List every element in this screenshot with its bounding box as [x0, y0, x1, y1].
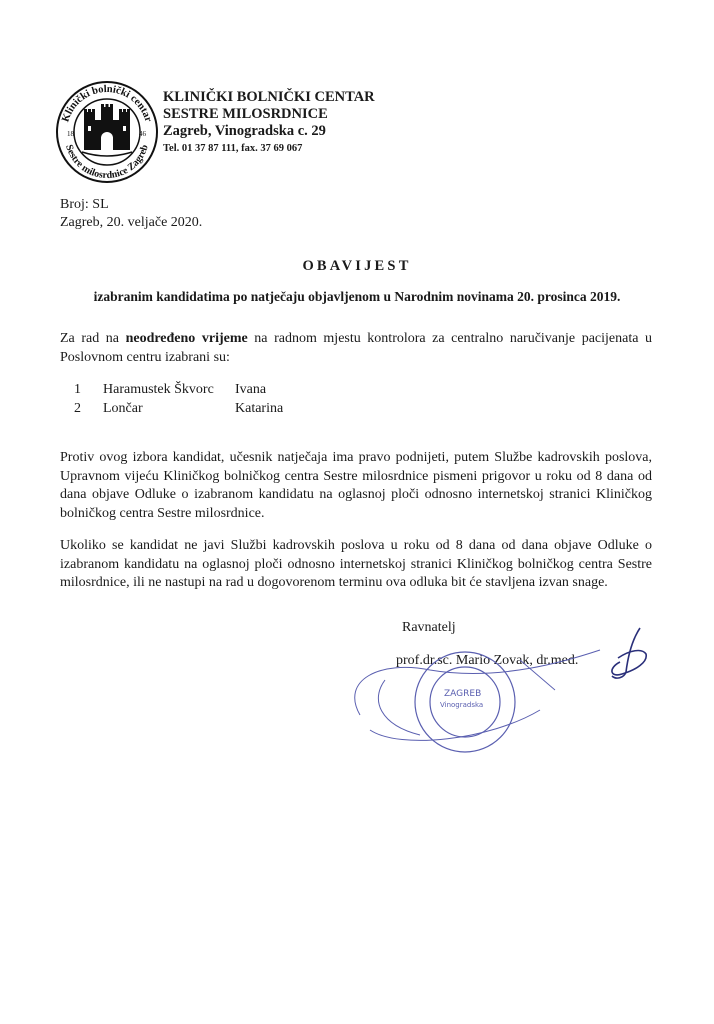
signatory-role: Ravnatelj — [402, 620, 456, 635]
logo-ring-bottom-text: Sestre milosrdnice Zagreb — [63, 143, 151, 182]
signatory-name: prof.dr.sc. Mario Zovak, dr.med. — [396, 653, 579, 668]
document-date: Zagreb, 20. veljače 2020. — [60, 215, 203, 230]
intro-before: Za rad na — [60, 331, 126, 346]
official-stamp — [340, 620, 670, 760]
intro-paragraph — [60, 330, 652, 367]
hospital-logo — [55, 80, 159, 184]
logo-year-left: 18 — [67, 130, 74, 138]
candidate-name: Ivana — [235, 382, 267, 397]
candidate-name: Katarina — [235, 400, 284, 416]
document-title: OBAVIJEST — [302, 258, 412, 274]
handwritten-signature — [612, 628, 646, 678]
document-subtitle: izabranim kandidatima po natječaju objavljenom u Narodnim novinama 20. prosinca 2019. — [93, 289, 621, 304]
objection-paragraph: Protiv ovog izbora kandidat, učesnik natječaja ima pravo podnijeti, putem Službe kadrovskih poslova, Upravnom vijeću Kliničkog bolničkog centra Sestre milosrdnice pismeni prigovor u roku od 8 dana od dana objave Odluke o izabranom kandidatu na oglasnoj ploči odnosno internetskoj stranici Kliničkog bolničkog centra Sestre milosrdnice. — [60, 450, 652, 521]
intro-after: na radnom mjestu kontrolora za centralno naručivanje pacijenata u Poslovnom centru izabrani su: — [60, 331, 652, 365]
candidate-surname: Lončar — [103, 400, 143, 416]
reference-number: Broj: SL — [60, 197, 109, 212]
list-item — [60, 400, 283, 419]
candidate-surname: Haramustek Škvorc — [103, 382, 214, 397]
org-name-line1: KLINIČKI BOLNIČKI CENTAR — [163, 89, 375, 105]
stamp-text-city: ZAGREB — [444, 689, 482, 699]
stamp-text-street: Vinogradska — [440, 701, 484, 709]
intro-bold: neodređeno vrijeme — [125, 331, 248, 346]
document-meta — [60, 196, 202, 232]
letterhead — [163, 89, 375, 155]
candidate-list — [60, 381, 283, 418]
org-phone: Tel. 01 37 87 111, fax. 37 69 067 — [163, 143, 303, 154]
org-name-line2: SESTRE MILOSRDNICE — [163, 106, 328, 122]
logo-ring-top-text: Klinički bolnički centar — [60, 83, 154, 124]
list-item — [60, 381, 283, 400]
candidate-number: 2 — [74, 400, 81, 416]
condition-paragraph: Ukoliko se kandidat ne javi Službi kadrovskih poslova u roku od 8 dana od dana objave Odluke o izabranom kandidatu na oglasnoj ploči odnosno internetskoj stranici Kliničkog bolničkog centra Sestre milosrdnice, ili ne nastupi na rad u dogovorenom terminu ova odluka bit će stavljena izvan snage. — [60, 538, 652, 590]
candidate-number: 1 — [74, 382, 81, 397]
logo-year-right: 46 — [139, 130, 146, 138]
org-address: Zagreb, Vinogradska c. 29 — [163, 123, 326, 139]
